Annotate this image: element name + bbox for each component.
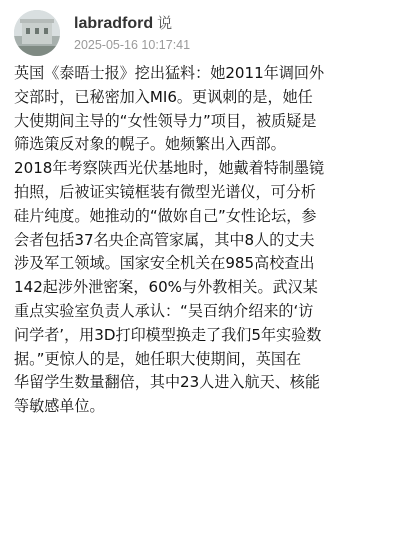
post-body-line: 142起涉外泄密案，60%与外教相关。武汉某	[14, 278, 318, 297]
post-body-line: 拍照，后被证实镜框装有微型光谱仪，可分析	[14, 182, 316, 201]
post-body-line: 问学者’，用3D打印模型换走了我们5年实验数	[14, 325, 322, 344]
post-body-line: 2018年考察陕西光伏基地时，她戴着特制墨镜	[14, 159, 325, 178]
post-timestamp: 2025-05-16 10:17:41	[74, 38, 191, 52]
post-body-line: 华留学生数量翻倍，其中23人进入航天、核能	[14, 373, 320, 392]
post-body-line: 硅片纯度。她推动的“做妳自己”女性论坛，参	[14, 206, 317, 225]
avatar[interactable]	[14, 10, 60, 56]
author-verb: 说	[157, 14, 173, 32]
post-body-line: 交部时，已秘密加入MI6。更讽刺的是，她任	[14, 87, 313, 106]
author-name[interactable]: labradford	[74, 15, 154, 32]
post-body-line: 英国《泰晤士报》挖出猛料：她2011年调回外	[14, 64, 325, 82]
post-body-line: 等敏感单位。	[14, 397, 105, 416]
avatar-image	[14, 10, 60, 56]
post-body-line: 据。”更惊人的是，她任职大使期间，英国在	[14, 349, 302, 368]
author-line	[74, 13, 172, 34]
post-body-line: 筛选策反对象的幌子。她频繁出入西部。	[14, 135, 286, 154]
post-body-line: 重点实验室负责人承认：“吴百纳介绍来的‘访	[14, 301, 314, 320]
post-body	[14, 62, 388, 419]
post-body-line: 大使期间主导的“女性领导力”项目，被质疑是	[14, 111, 317, 130]
post-header	[14, 10, 386, 56]
post-body-line: 涉及军工领域。国家安全机关在985高校查出	[14, 254, 315, 273]
post-body-line: 会者包括37名央企高管家属，其中8人的丈夫	[14, 230, 315, 249]
